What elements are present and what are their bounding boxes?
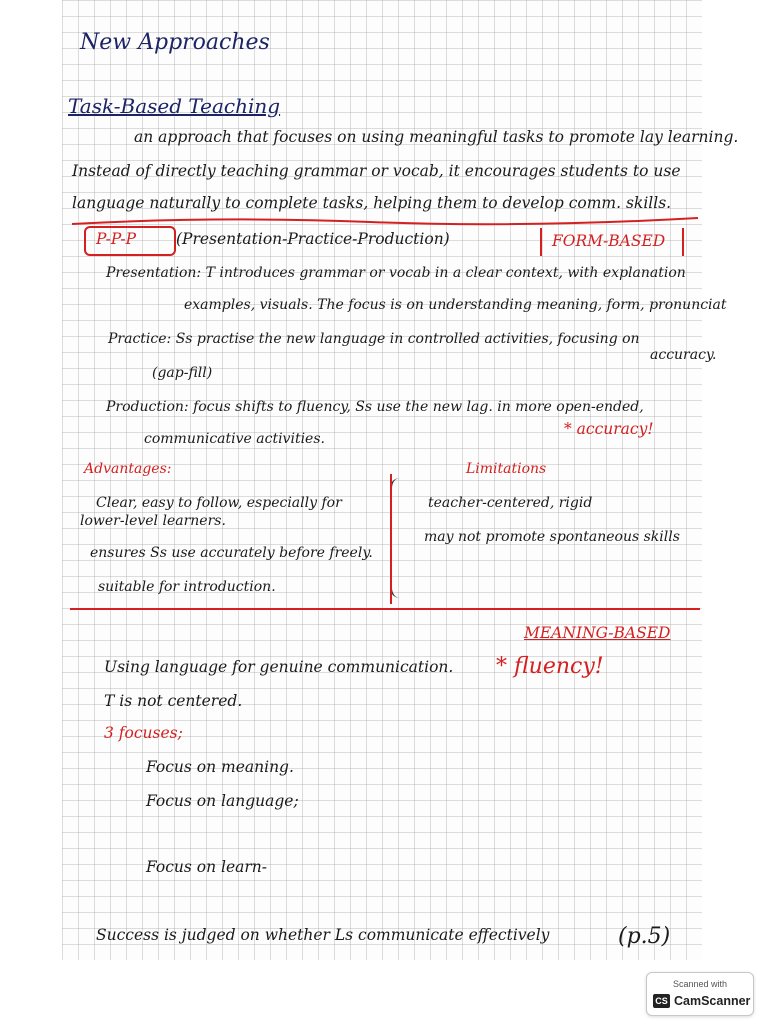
success-line: Success is judged on whether Ls communicate effectively bbox=[96, 926, 550, 944]
form-based-tag: FORM-BASED bbox=[552, 232, 666, 250]
advantage-item: lower-level learners. bbox=[80, 513, 226, 529]
meaning-based-tag: MEANING-BASED bbox=[524, 624, 671, 642]
red-divider-vertical bbox=[390, 474, 392, 604]
focus-item: Focus on language; bbox=[146, 792, 299, 810]
limitation-item: teacher-centered, rigid bbox=[428, 495, 593, 511]
camscanner-name: CamScanner bbox=[674, 994, 751, 1008]
meaning-line: Using language for genuine communication. bbox=[104, 658, 454, 676]
practice-example: (gap-fill) bbox=[152, 365, 213, 381]
limitation-item: may not promote spontaneous skills bbox=[424, 529, 680, 545]
ppp-full-name: (Presentation-Practice-Production) bbox=[176, 230, 450, 248]
accuracy-note: * accuracy! bbox=[564, 420, 654, 438]
fluency-note: * fluency! bbox=[496, 654, 604, 679]
camscanner-logo-icon: CS bbox=[653, 994, 670, 1008]
page-number: (p.5) bbox=[618, 924, 671, 949]
brace bbox=[390, 478, 406, 598]
advantages-heading: Advantages: bbox=[84, 461, 172, 477]
presentation-line: examples, visuals. The focus is on understanding meaning, form, pronunciat bbox=[184, 297, 727, 313]
ppp-label: P-P-P bbox=[96, 230, 137, 248]
page-title: New Approaches bbox=[80, 30, 270, 55]
production-line: communicative activities. bbox=[144, 431, 325, 447]
focuses-heading: 3 focuses; bbox=[104, 724, 183, 742]
meaning-line: T is not centered. bbox=[104, 692, 243, 710]
practice-accuracy: accuracy. bbox=[650, 347, 717, 363]
practice-line: Practice: Ss practise the new language in controlled activities, focusing on bbox=[108, 331, 640, 347]
intro-line: an approach that focuses on using meaningful tasks to promote lay learning. bbox=[134, 128, 739, 146]
intro-line: Instead of directly teaching grammar or vocab, it encourages students to use bbox=[72, 162, 681, 180]
red-divider-horizontal bbox=[70, 608, 700, 610]
focus-item: Focus on learn- bbox=[146, 858, 268, 876]
camscanner-badge bbox=[646, 972, 754, 1016]
intro-line: language naturally to complete tasks, helping them to develop comm. skills. bbox=[72, 194, 672, 212]
advantage-item: Clear, easy to follow, especially for bbox=[96, 495, 342, 511]
focus-item: Focus on meaning. bbox=[146, 758, 294, 776]
limitations-heading: Limitations bbox=[466, 461, 547, 477]
advantage-item: ensures Ss use accurately before freely. bbox=[90, 545, 373, 561]
presentation-line: Presentation: T introduces grammar or vocab in a clear context, with explanation bbox=[106, 265, 686, 281]
section-heading: Task-Based Teaching bbox=[68, 94, 281, 118]
advantage-item: suitable for introduction. bbox=[98, 579, 276, 595]
production-line: Production: focus shifts to fluency, Ss use the new lag. in more open-ended, bbox=[106, 399, 644, 415]
scanned-with-label: Scanned with bbox=[672, 979, 728, 989]
